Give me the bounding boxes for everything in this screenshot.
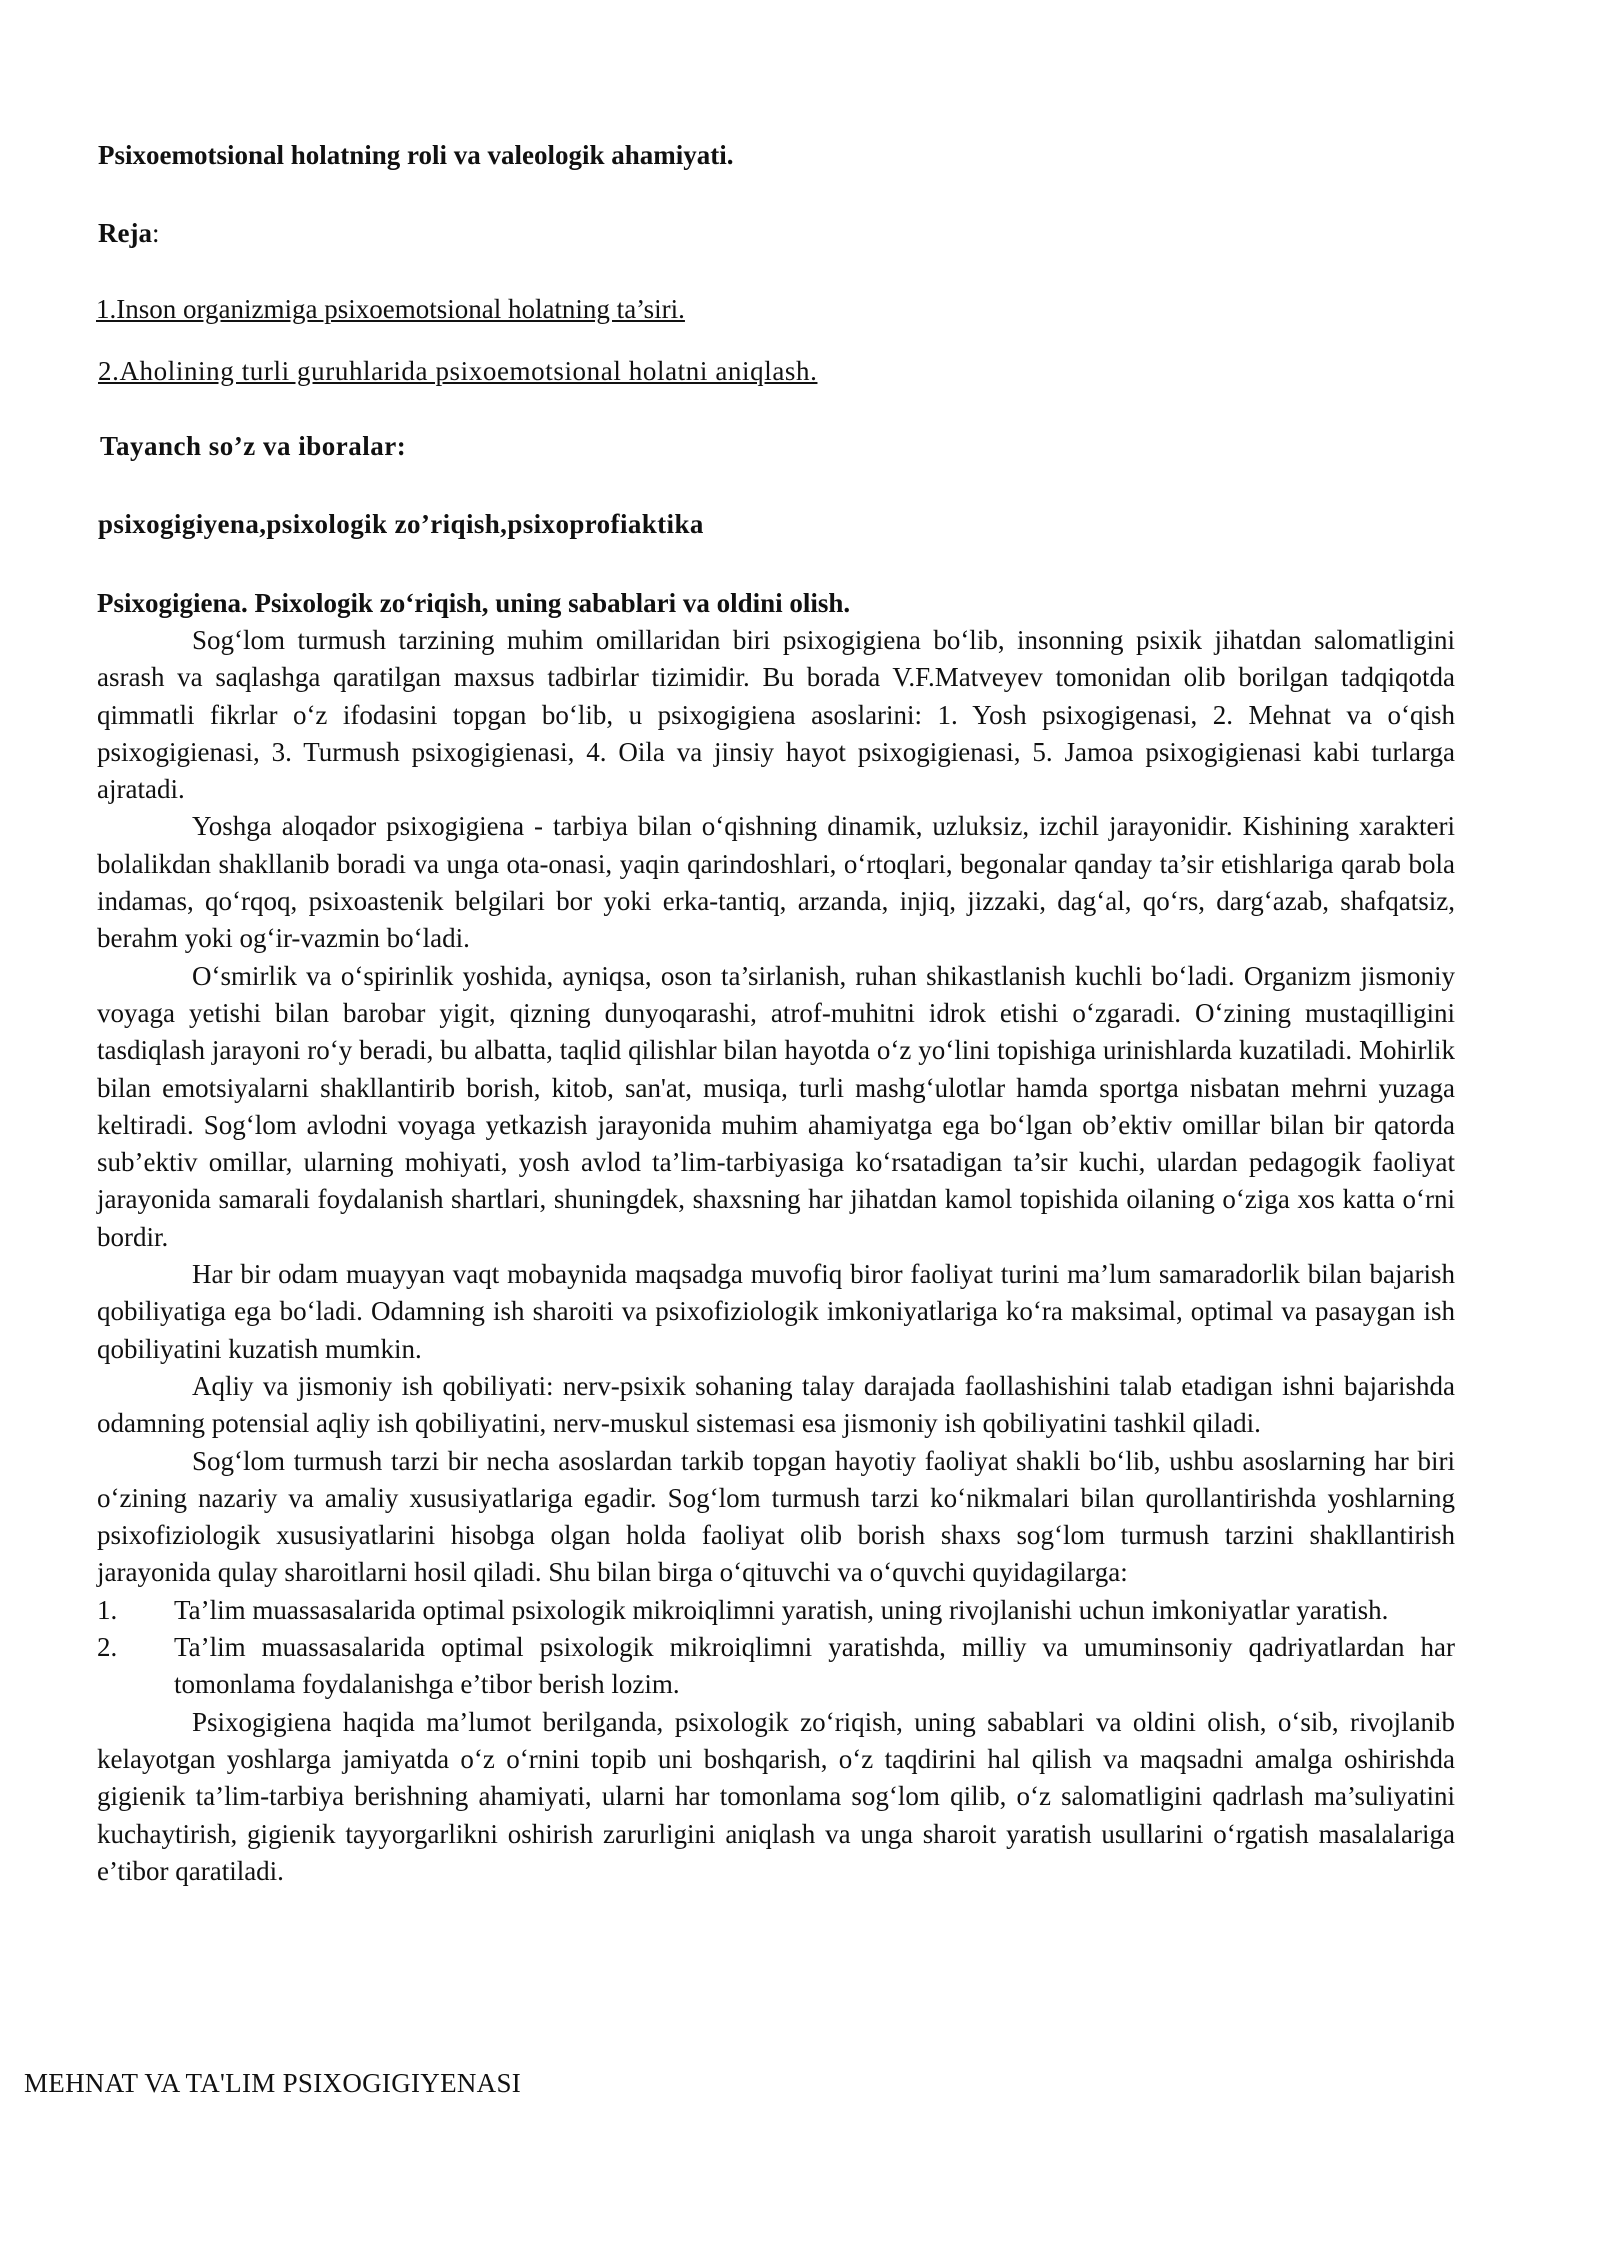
plan-heading	[98, 218, 160, 249]
list-text: Ta’lim muassasalarida optimal psixologik mikroiqlimni yaratish, uning rivojlanishi uchun imkoniyatlar yaratish.	[174, 1594, 1389, 1625]
list-text: Ta’lim muassasalarida optimal psixologik mikroiqlimni yaratishda, milliy va umuminsoniy qadriyatlardan har tomonlama foydalanishga e’tibor berish lozim.	[174, 1632, 1455, 1700]
paragraph: Yoshga aloqador psixogigiena - tarbiya bilan o‘qishning dinamik, uzluksiz, izchil jarayonidir. Kishining xarakteri bolalikdan shakllanib boradi va unga ota-onasi, yaqin qarindoshlari, o‘rtoqlari, begonalar qanday ta’sir etishlariga qarab bola indamas, qo‘rqoq, psixoastenik belgilari bor yoki erka-tantiq, arzanda, injiq, jizzaki, dag‘al, qo‘rs, darg‘azab, shafqatsiz, berahm yoki og‘ir-vazmin bo‘ladi.	[97, 811, 1455, 954]
list-item	[97, 1629, 1455, 1704]
section-heading: Psixogigiena. Psixologik zo‘riqish, uning sabablari va oldini olish.	[97, 588, 851, 618]
list-number: 1.	[97, 1594, 118, 1625]
plan-colon: :	[151, 218, 160, 248]
paragraph: Sog‘lom turmush tarzining muhim omillaridan biri psixogigiena bo‘lib, insonning psixik jihatdan salomatligini asrash va saqlashga qaratilgan maxsus tadbirlar tizimidir. Bu borada V.F.Matveyev tomonidan olib borilgan tadqiqotda qimmatli fikrlar o‘z ifodasini topgan bo‘lib, u psixogigiena asoslarini: 1. Yosh psixogigenasi, 2. Mehnat va o‘qish psixogigienasi, 3. Turmush psixogigienasi, 4. Oila va jinsiy hayot psixogigienasi, 5. Jamoa psixogigienasi kabi turlarga ajratadi.	[97, 625, 1455, 805]
document-title: Psixoemotsional holatning roli va valeologik ahamiyati.	[98, 140, 734, 170]
paragraph: Har bir odam muayyan vaqt mobaynida maqsadga muvofiq biror faoliyat turini ma’lum samaradorlik bilan bajarish qobiliyatiga ega bo‘ladi. Odamning ish sharoiti va psixofiziologik imkoniyatlariga ko‘ra maksimal, optimal va pasaygan ish qobiliyatini kuzatish mumkin.	[97, 1259, 1455, 1364]
list-item	[97, 1592, 1455, 1629]
paragraph: Sog‘lom turmush tarzi bir necha asoslardan tarkib topgan hayotiy faoliyat shakli bo‘lib, ushbu asoslarning har biri o‘zining nazariy va amaliy xususiyatlariga egadir. Sog‘lom turmush tarzi ko‘nikmalari bilan qurollantirishda yoshlarning psixofiziologik xususiyatlarini hisobga olgan holda faoliyat olib borish shaxs sog‘lom turmush tarzini shakllantirish jarayonida qulay sharoitlarni hosil qiladi. Shu bilan birga o‘qituvchi va o‘quvchi quyidagilarga:	[97, 1445, 1455, 1588]
plan-item-2: 2.Aholining turli guruhlarida psixoemotsional holatni aniqlash.	[98, 356, 818, 386]
next-section-heading: MEHNAT VA TA'LIM PSIXOGIGIYENASI	[24, 2068, 522, 2098]
plan-item-1: 1.Inson organizmiga psixoemotsional holatning ta’siri.	[96, 294, 685, 324]
keywords-heading: Tayanch so’z va iboralar:	[100, 431, 407, 461]
plan-label: Reja	[98, 218, 152, 248]
keywords-text: psixogigiyena,psixologik zo’riqish,psixoprofiaktika	[98, 509, 704, 539]
paragraph: Aqliy va jismoniy ish qobiliyati: nerv-psixik sohaning talay darajada faollashishini talab etadigan ishni bajarishda odamning potensial aqliy ish qobiliyatini, nerv-muskul sistemasi esa jismoniy ish qobiliyatini tashkil qiladi.	[97, 1370, 1455, 1439]
list-number: 2.	[97, 1632, 118, 1663]
closing-paragraph: Psixogigiena haqida ma’lumot berilganda, psixologik zo‘riqish, uning sabablari va oldini olish, o‘sib, rivojlanib kelayotgan yoshlarga jamiyatda o‘z o‘rnini topib uni boshqarish, o‘z taqdirini hal qilish va maqsadni amalga oshirishda gigienik ta’lim-tarbiya berishning ahamiyati, ularni har tomonlama sog‘lom qilib, o‘z salomatligini qadrlash ma’suliyatini kuchaytirish, gigienik tayyorgarlikni oshirish zarurligini aniqlash va unga sharoit yaratish usullarini o‘rgatish masalalariga e’tibor qaratiladi.	[97, 1706, 1455, 1886]
section-body	[97, 622, 1455, 1890]
paragraph: O‘smirlik va o‘spirinlik yoshida, ayniqsa, oson ta’sirlanish, ruhan shikastlanish kuchli bo‘ladi. Organizm jismoniy voyaga yetishi bilan barobar yigit, qizning dunyoqarashi, atrof-muhitni idrok etishi o‘zgaradi. O‘zining mustaqilligini tasdiqlash jarayoni ro‘y beradi, bu albatta, taqlid qilishlar bilan hayotda o‘z yo‘lini topishiga urinishlarda kuzatiladi. Mohirlik bilan emotsiyalarni shakllantirib borish, kitob, san'at, musiqa, turli mashg‘ulotlar hamda sportga nisbatan mehrni yuzaga keltiradi. Sog‘lom avlodni voyaga yetkazish jarayonida muhim ahamiyatga ega bo‘lgan ob’ektiv omillar bilan bir qatorda sub’ektiv omillar, ularning mohiyati, yosh avlod ta’lim-tarbiyasiga ko‘rsatadigan ta’sir kuchi, ulardan pedagogik faoliyat jarayonida samarali foydalanish shartlari, shuningdek, shaxsning har jihatdan kamol topishida oilaning o‘ziga xos katta o‘rni bordir.	[97, 960, 1455, 1252]
